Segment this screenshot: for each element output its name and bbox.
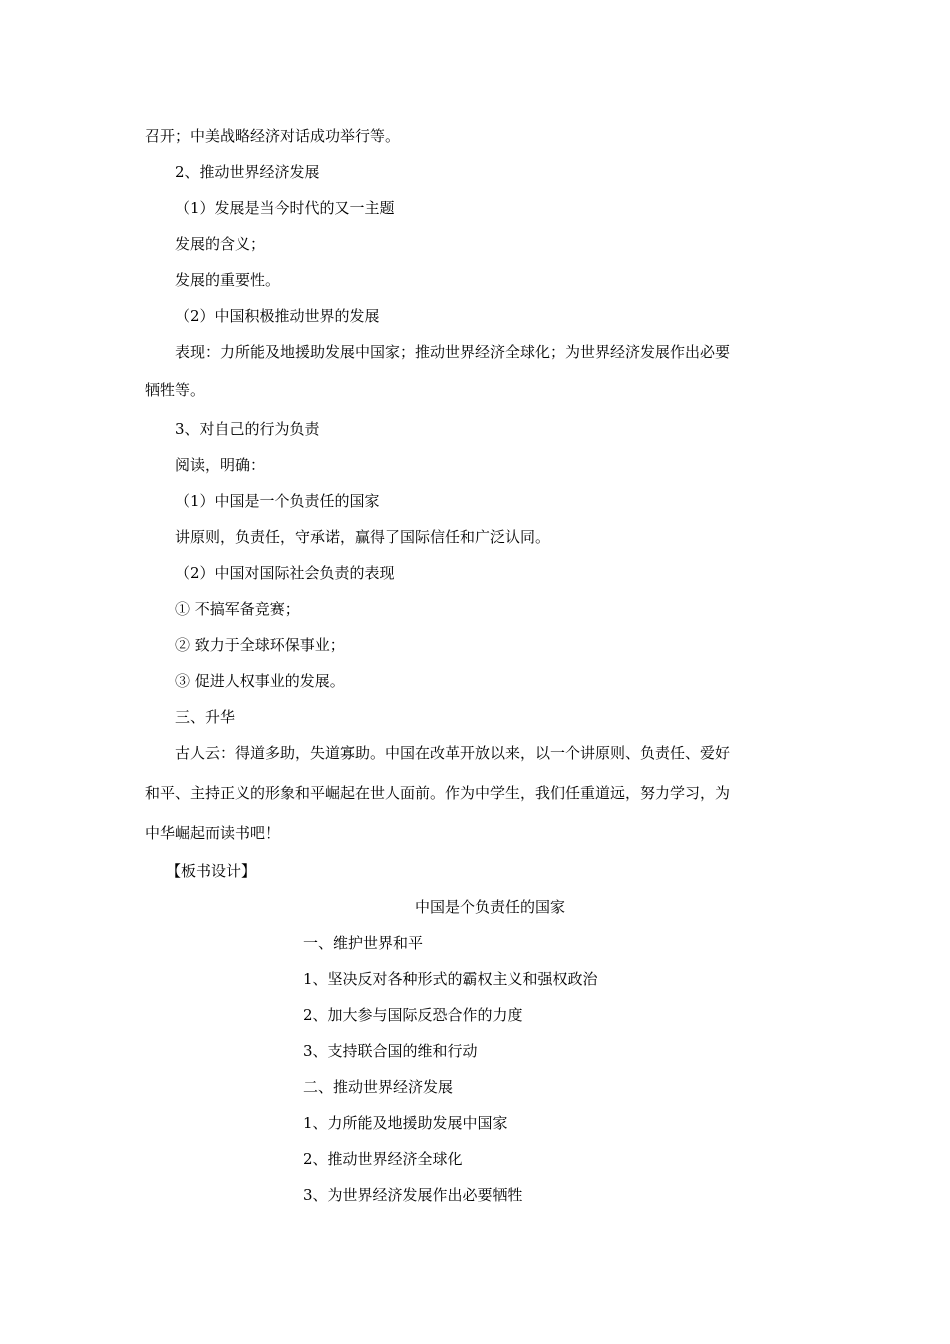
body-text-line: 和平、主持正义的形象和平崛起在世人面前。作为中学生，我们任重道远，努力学习，为 (145, 784, 731, 802)
body-text-line: 发展的重要性。 (175, 271, 281, 289)
board-title: 中国是个负责任的国家 (414, 898, 565, 916)
subsection-heading: （1）发展是当今时代的又一主题 (175, 199, 395, 217)
board-list-item: 2、加大参与国际反恐合作的力度 (303, 1006, 523, 1024)
section-heading: 3、对自己的行为负责 (175, 420, 320, 438)
body-text-line: 中华崛起而读书吧！ (145, 824, 281, 842)
list-item: ① 不搞军备竞赛； (175, 600, 300, 618)
subsection-heading: （2）中国积极推动世界的发展 (175, 307, 380, 325)
body-text-line: 讲原则，负责任，守承诺，赢得了国际信任和广泛认同。 (175, 528, 551, 546)
body-text-line: 古人云：得道多助，失道寡助。中国在改革开放以来，以一个讲原则、负责任、爱好 (175, 744, 731, 762)
body-text-line: 发展的含义； (175, 235, 266, 253)
board-list-item: 1、力所能及地援助发展中国家 (303, 1114, 508, 1132)
board-design-heading: 【板书设计】 (166, 862, 257, 880)
board-section-heading: 一、维护世界和平 (303, 934, 424, 952)
subsection-heading: （1）中国是一个负责任的国家 (175, 492, 380, 510)
section-heading: 三、升华 (175, 708, 236, 726)
board-list-item: 1、坚决反对各种形式的霸权主义和强权政治 (303, 970, 598, 988)
body-text-line: 表现：力所能及地援助发展中国家；推动世界经济全球化；为世界经济发展作出必要 (175, 343, 731, 361)
board-section-heading: 二、推动世界经济发展 (303, 1078, 454, 1096)
section-heading: 2、推动世界经济发展 (175, 163, 320, 181)
body-text-line: 阅读，明确： (175, 456, 266, 474)
body-text-line: 牺牲等。 (145, 381, 206, 399)
board-list-item: 2、推动世界经济全球化 (303, 1150, 463, 1168)
board-list-item: 3、支持联合国的维和行动 (303, 1042, 478, 1060)
list-item: ③ 促进人权事业的发展。 (175, 672, 345, 690)
board-list-item: 3、为世界经济发展作出必要牺牲 (303, 1186, 523, 1204)
list-item: ② 致力于全球环保事业； (175, 636, 345, 654)
body-text-line: 召开；中美战略经济对话成功举行等。 (145, 127, 401, 145)
subsection-heading: （2）中国对国际社会负责的表现 (175, 564, 395, 582)
